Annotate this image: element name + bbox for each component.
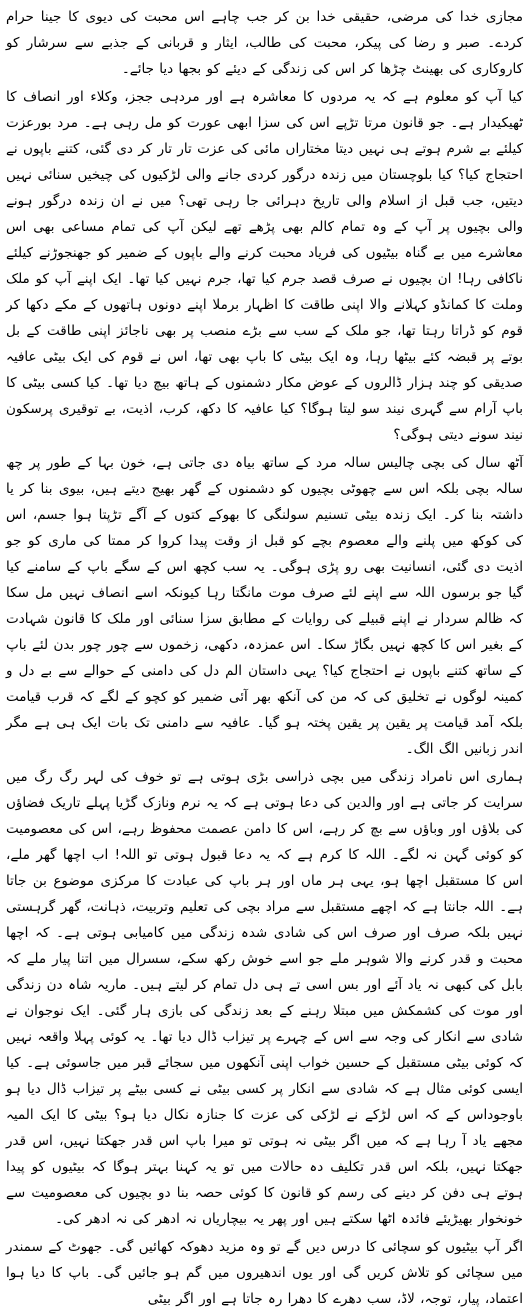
paragraph-5: اگر آپ بیٹیوں کو سچائی کا درس دیں گے تو وہ مزید دھوکہ کھائیں گی۔ جھوٹ کے سمندر میں سچائی کو تلاش کریں گی اور یوں اندھیروں میں گم ہو جائیں گی۔ باپ کا دیا ہوا اعتماد، پیار، توجہ، لاڈ، سب دھرے کا دھرا رہ جاتا ہے اور اگر بیٹی <box>6 1239 523 1307</box>
paragraph-2: کیا آپ کو معلوم ہے کہ یہ مردوں کا معاشرہ ہے اور مردہی ججز، وکلاء اور انصاف کا ٹھیکیدار ہے۔ جو قانون مرتا تڑپے اس کی سزا ابھی عورت کو مل رہی ہے۔ مرد بورعزت کیلئے بے شرم ہوتے ہی نہیں دیتا مختاراں مائی کی عزت تار تار کر دی گئی، کتنے باپوں نے احتجاج کیا؟ کیا بلوچستان میں زندہ درگور کردی جانے والی لڑکیوں کی چیخیں سنائی نہیں دیتیں، جب قبل از اسلام والی تاریخ دہرائی جا رہی تھی؟ میں نے ان زندہ درگور ہونے والی بچیوں پر آپ کے وہ تمام کالم بھی پڑھے تھے لیکن آپ کی تمام مساعی بھی اس معاشرے میں بے گناہ بیٹیوں کی فریاد محبت کرنے والے باپوں کے ضمیر کو جھنجوڑنے کیلئے ناکافی رہا! ان بچیوں نے صرف قصد جرم کیا تھا، جرم نہیں کیا تھا۔ ایک اپنے آپ کو ملک وملت کا کمانڈو کہلانے والا اپنی طاقت کا اظہار برملا اپنے دونوں ہاتھوں کے مکے دکھا کر قوم کو ڈراتا رہتا تھا، جو ملک کے سب سے بڑے منصب پر بھی ناجائز اپنی طاقت کے بل بوتے پر قبضہ کئے بیٹھا رہا، وہ ایک بیٹی کا باپ بھی تھا، اس نے قوم کی ایک بیٹی عافیہ صدیقی کو چند ہزار ڈالروں کے عوض مکار دشمنوں کے ہاتھ بیچ دیا تھا۔ کیا کسی بیٹی کا باپ آرام سے گہری نیند سو لیتا ہوگا؟ کیا عافیہ کا دکھ، کرب، اذیت، بے توقیری پرسکون نیند سونے دیتی ہوگی؟ <box>6 89 523 443</box>
paragraph-4: ہماری اس نامراد زندگی میں بچی ذراسی بڑی ہوتی ہے تو خوف کی لہر رگ رگ میں سرایت کر جاتی ہے اور والدین کی دعا ہوتی ہے کہ یہ نرم ونازک گڑیا پہلے تاریک فضاؤں کی بلاؤں اور وباؤں سے بچ کر رہے، اس کا دامن عصمت محفوظ رہے، اس کی معصومیت کو کوئی گہن نہ لگے۔ اللہ کا کرم ہے کہ یہ دعا قبول ہوتی تو اللہ! اب اچھا گھر ملے، اس کا مستقبل اچھا ہو، یہی ہر ماں اور ہر باپ کی عبادت کا مرکزی موضوع بن جاتا ہے۔ اللہ جانتا ہے کہ اچھے مستقبل سے مراد بچی کی تعلیم وتربیت، ذہانت، گھر گرہستی نہیں بلکہ صرف اور صرف اس کی شادی شدہ زندگی میں کامیابی ہوتی ہے۔ کہ اچھا محبت و قدر کرنے والا شوہر ملے جو اسے خوش رکھ سکے، سسرال میں اتنا پیار ملے کہ بابل کی کبھی نہ یاد آئے اور بس اسی تے ہی دل تمام کر لیتے ہیں۔ ماریہ شاہ دن زندگی اور موت کی کشمکش میں مبتلا رہنے کے بعد زندگی کی بازی ہار گئی۔ ایک نوجوان نے شادی سے انکار کی وجہ سے اس کے چہرے پر تیزاب ڈال دیا تھا۔ یہ کوئی پہلا واقعہ نہیں کہ کوئی بیٹی مستقبل کے حسین خواب اپنی آنکھوں میں سجائے قبر میں جاسوئی ہے۔ کیا ایسی کوئی مثال ہے کہ شادی سے انکار پر کسی بیٹی نے کسی بیٹے پر تیزاب ڈال دیا ہو باوجوداس کے کہ اس لڑکے نے لڑکی کی عزت کا جنازہ نکال دیا ہو؟ بیٹی کا ایک المیہ مجھے یاد آ رہا ہے کہ میں اگر بیٹی نہ ہوتی تو میرا باپ اس قدر جھکتا نہیں، اس قدر جھکتا نہیں، بلکہ اس قدر تکلیف دہ حالات میں تو یہ کہنا بہتر ہوگا کہ بیٹیوں کو پیدا ہوتے ہی دفن کر دینے کی رسم کو قانون کا کوئی حصہ بنا دو بچیوں کی معصومیت سے خونخوار بھیڑیئے فائدہ اٹھا سکتے ہیں اور پھر یہ بیچاریاں نہ ادھر کی نہ ادھر کی۔ <box>6 769 523 1227</box>
paragraph-3: آٹھ سال کی بچی چالیس سالہ مرد کے ساتھ بیاہ دی جاتی ہے، خون بہا کے طور پر چھ سالہ بچی بلکہ اس سے چھوٹی بچیوں کو دشمنوں کے گھر بھیج دیتے ہیں، بیوی بنا کر یا داشتہ بنا کر۔ ایک زندہ بیٹی تسنیم سولنگی کا بھوکے کتوں کے آگے تڑپتا ہوا جسم، اس کی کوکھ میں پلنے والے معصوم بچے کو قبل از وقت پیدا کروا کر ممتا کی ماری کو جو اذیت دی گئی، انسانیت بھی رو پڑی ہوگی۔ یہ سب کچھ اس کے سگے باپ کے سامنے کیا گیا جو برسوں اللہ سے اپنے لئے صرف موت مانگتا رہا کیونکہ اسے انصاف نہیں مل سکا کہ ظالم سردار نے اپنے قبیلے کی روایات کے مطابق سزا سنائی اور ملک کا قانون شہادت کے بغیر اس کا کچھ نہیں بگاڑ سکا۔ اس عمزدہ، دکھی، زخموں سے چور چور بدن لئے باپ کے ساتھ کتنے باپوں نے احتجاج کیا؟ یہی داستان الم دل کی دامنی کے حوالے سے بے دل و کمینہ لوگوں نے تخلیق کی کہ من کی آنکھ بھر آئی ضمیر کو کچو کے لگے کہ قرب قیامت بلکہ آمد قیامت پر یقین پر یقین پختہ ہو گیا۔ عافیہ سے دامنی تک بات ایک ہی ہے مگر اندر زبانیں الگ الگ۔ <box>6 455 523 757</box>
paragraph-1: مجازی خدا کی مرضی، حقیقی خدا بن کر جب چاہے اس محبت کی دیوی کا جینا حرام کردے۔ صبر و رضا کی پیکر، محبت کی طالب، ایثار و قربانی کے جذبے سے سرشار کو کاروکاری کی بھینٹ چڑھا کر اس کی زندگی کے دیئے کو بجھا دیا جائے۔ <box>6 9 523 77</box>
